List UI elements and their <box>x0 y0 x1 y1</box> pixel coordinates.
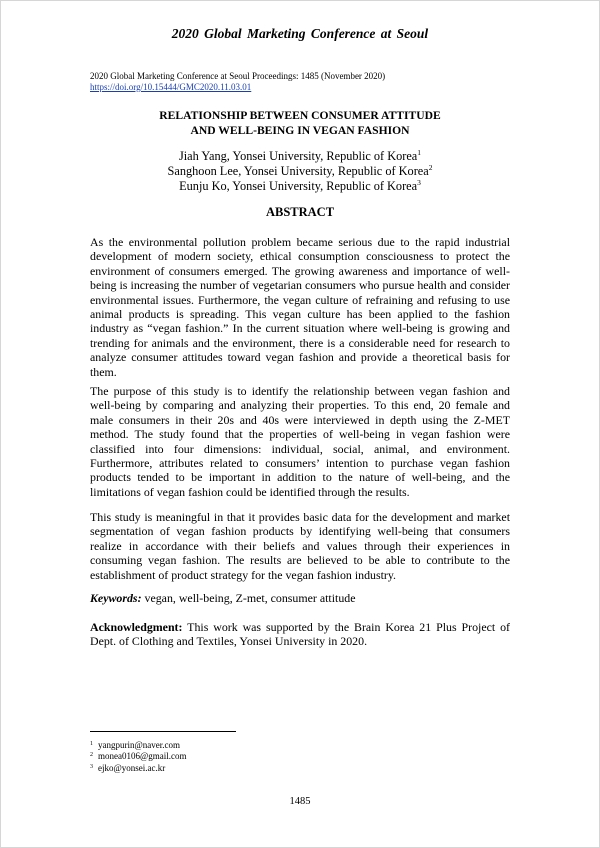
title-line-2: AND WELL-BEING IN VEGAN FASHION <box>190 123 410 137</box>
footnote-email: ejko@yonsei.ac.kr <box>98 762 166 773</box>
page-number: 1485 <box>289 796 311 807</box>
abstract-heading: ABSTRACT <box>265 205 335 219</box>
author-affiliation: Jiah Yang, Yonsei University, Republic of Korea <box>178 149 418 163</box>
author-line <box>90 149 510 164</box>
author-affiliation: Eunju Ko, Yonsei University, Republic of Korea <box>179 179 418 193</box>
footnote: $^3$ ejko@yonsei.ac.kr <box>90 762 166 773</box>
doi-link[interactable]: https://doi.org/10.15444/GMC2020.11.03.01 <box>90 82 252 92</box>
keywords-label: Keywords: <box>90 591 142 605</box>
footnote-marker: 2 <box>428 163 433 172</box>
keywords-text: vegan, well-being, Z-met, consumer attitude <box>141 591 356 605</box>
author-line <box>90 179 510 194</box>
abstract-paragraph: The purpose of this study is to identify the relationship between vegan fashion and well-being by comparing and analyzing their properties. To this end, 20 female and male consumers in their 20s and 40s were interviewed in depth using the Z-MET method. The study found that the properties of well-being in vegan fashion were classified into four dimensions: individual, social, animal, and environment. Furthermore, attributes related to consumers’ intention to purchase vegan fashion products tended to be important in addition to the nature of well-being, and the limitations of vegan fashion could be identified through the results. <box>90 384 510 499</box>
footnote: $^2$ monea0106@gmail.com <box>90 751 187 762</box>
author-affiliation: Sanghoon Lee, Yonsei University, Republic of Korea <box>167 164 429 178</box>
publication-info <box>90 71 385 93</box>
keywords <box>90 591 510 605</box>
paper-title <box>90 109 510 138</box>
footnote-divider <box>90 731 236 732</box>
footnote-email: monea0106@gmail.com <box>98 751 187 762</box>
running-header: 2020 Global Marketing Conference at Seoul <box>171 26 429 41</box>
acknowledgment-text: This work was supported by the Brain Korea 21 Plus Project of Dept. of Clothing and Textiles, Yonsei University in 2020. <box>90 620 510 649</box>
footnote-marker: 3 <box>417 178 421 187</box>
proceedings-citation: 2020 Global Marketing Conference at Seoul Proceedings: 1485 (November 2020) <box>90 71 386 81</box>
author-list <box>90 149 510 194</box>
abstract-paragraph: As the environmental pollution problem became serious due to the rapid industrial development of modern society, ethical consumption consciousness to protect the environment of consumers emerged. The growing awareness and importance of well-being is increasing the number of vegetarian consumers who pursue health and consider environmental issues. Furthermore, the vegan culture of refraining and refusing to use animal products is spreading. This vegan culture has been applied to the fashion industry as “vegan fashion.” In the current situation where well-being is growing and trending for animals and the environment, there is a considerable need for research to analyze consumer attitudes toward vegan fashion and provide a theoretical basis for them. <box>90 235 510 379</box>
footnote-email: yangpurin@naver.com <box>98 740 181 750</box>
acknowledgment <box>90 620 510 649</box>
footnote-marker: 1 <box>417 148 422 157</box>
footnotes <box>90 740 187 774</box>
title-line-1: RELATIONSHIP BETWEEN CONSUMER ATTITUDE <box>159 109 441 122</box>
acknowledgment-label: Acknowledgment: <box>90 620 183 634</box>
footnote: $^1$ yangpurin@naver.com <box>90 740 181 750</box>
abstract-paragraph: This study is meaningful in that it provides basic data for the development and market segmentation of vegan fashion products by identifying well-being that consumers realize in accordance with their beliefs and values through their experiences in consuming vegan fashion. The results are believed to be able to contribute to the establishment of product strategy for the vegan fashion industry. <box>90 510 510 582</box>
author-line <box>90 164 510 179</box>
